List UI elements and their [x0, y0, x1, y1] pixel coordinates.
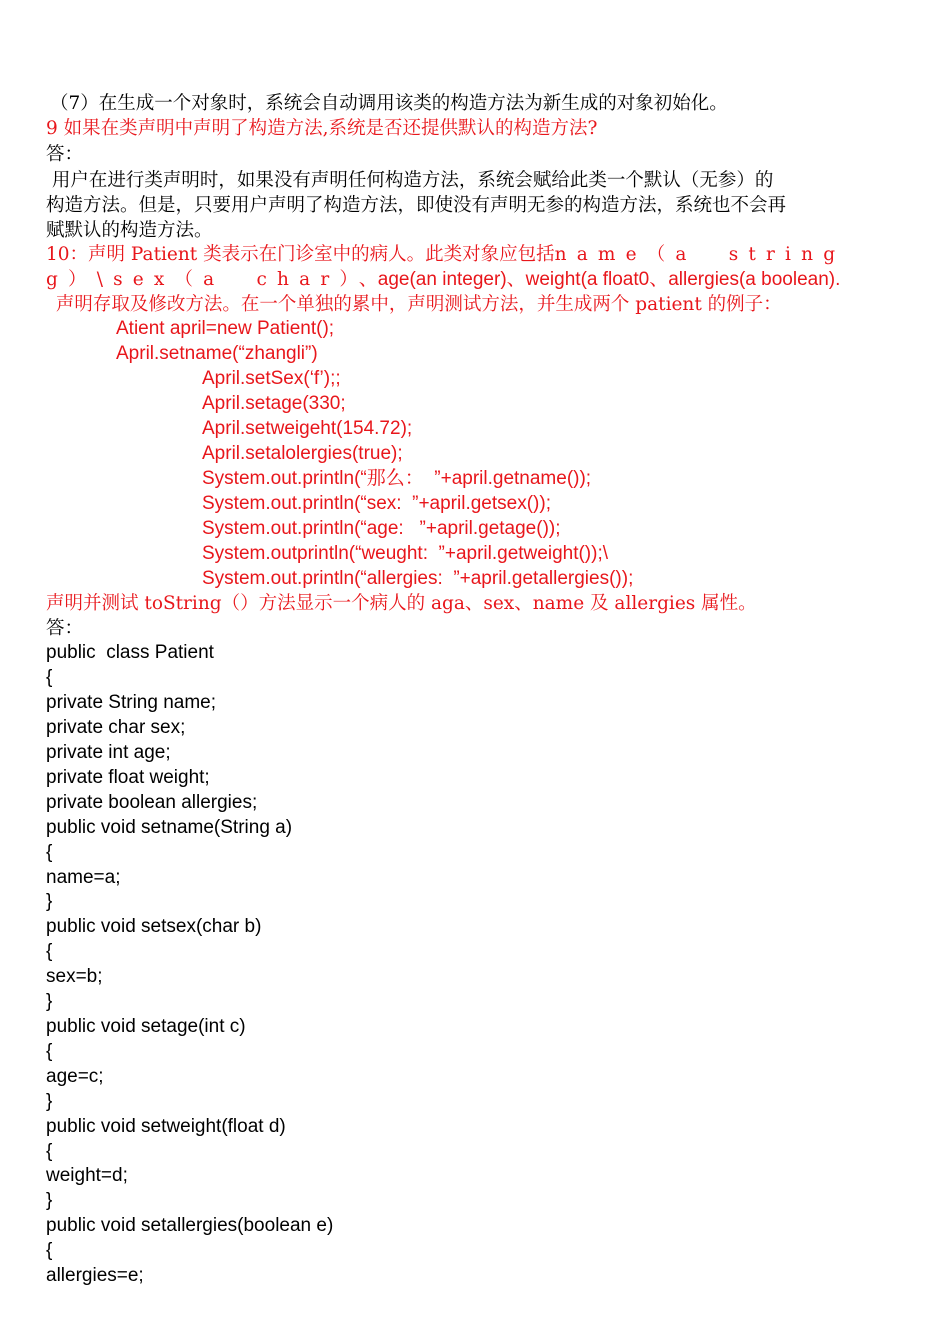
- code-line: }: [46, 991, 53, 1012]
- q10-question-line-1: [46, 242, 845, 267]
- q10-question-line-3: 声明存取及修改方法。在一个单独的累中，声明测试方法，并生成两个 patient 的例子：: [50, 294, 782, 315]
- code-line: age=c;: [46, 1066, 104, 1087]
- code-line: public class Patient: [46, 642, 214, 663]
- code-line: {: [46, 1041, 53, 1062]
- q10-question-line-2: [46, 267, 840, 292]
- code-line: private boolean allergies;: [46, 792, 258, 813]
- code-line: private int age;: [46, 742, 171, 763]
- intro-line: （7）在生成一个对象时，系统会自动调用该类的构造方法为新生成的对象初始化。: [50, 93, 728, 114]
- code-line: }: [46, 1190, 53, 1211]
- code-line: sex=b;: [46, 966, 103, 987]
- example-code-line: April.setname(“zhangli”): [116, 343, 318, 364]
- code-line: public void setname(String a): [46, 817, 293, 838]
- q9-answer-line: 用户在进行类声明时，如果没有声明任何构造方法，系统会赋给此类一个默认（无参）的: [46, 170, 774, 191]
- q9-question: 9 如果在类声明中声明了构造方法,系统是否还提供默认的构造方法?: [46, 118, 598, 139]
- code-line: {: [46, 842, 53, 863]
- example-code-line: System.outprintln(“weught: ”+april.getweight());\: [202, 543, 609, 564]
- example-code-line: System.out.println(“那么： ”+april.getname());: [202, 468, 592, 489]
- code-line: public void setsex(char b): [46, 916, 262, 937]
- q10-question-spaced: name（a string: [554, 244, 846, 265]
- q10-question-rest: 、age(an integer)、weight(a float0、allergies(a boolean).: [358, 269, 841, 290]
- code-line: public void setallergies(boolean e): [46, 1215, 334, 1236]
- code-line: public void setweight(float d): [46, 1116, 286, 1137]
- code-line: weight=d;: [46, 1165, 128, 1186]
- example-code-line: April.setalolergies(true);: [202, 443, 403, 464]
- q10-answer-label: 答：: [46, 618, 84, 639]
- q10-question-spaced: g）\sex（a char）: [46, 269, 359, 290]
- example-code-line: April.setweigeht(154.72);: [202, 418, 413, 439]
- code-line: private float weight;: [46, 767, 210, 788]
- example-code-line: April.setage(330;: [202, 393, 346, 414]
- tostring-question: 声明并测试 toString（）方法显示一个病人的 aga、sex、name 及 allergies 属性。: [46, 593, 757, 614]
- code-line: {: [46, 1141, 53, 1162]
- example-code-line: System.out.println(“allergies: ”+april.getallergies());: [202, 568, 634, 589]
- code-line: }: [46, 1091, 53, 1112]
- code-line: }: [46, 891, 53, 912]
- example-code-line: System.out.println(“age: ”+april.getage());: [202, 518, 561, 539]
- q9-answer-label: 答：: [46, 144, 84, 165]
- code-line: {: [46, 667, 53, 688]
- q9-answer-line: 赋默认的构造方法。: [46, 220, 213, 241]
- code-line: allergies=e;: [46, 1265, 144, 1286]
- code-line: public void setage(int c): [46, 1016, 246, 1037]
- code-line: private char sex;: [46, 717, 186, 738]
- q9-answer-line: 构造方法。但是，只要用户声明了构造方法，即使没有声明无参的构造方法，系统也不会再: [46, 195, 787, 216]
- example-code-line: System.out.println(“sex: ”+april.getsex());: [202, 493, 551, 514]
- code-line: {: [46, 941, 53, 962]
- code-line: private String name;: [46, 692, 217, 713]
- code-line: {: [46, 1240, 53, 1261]
- code-line: name=a;: [46, 867, 121, 888]
- example-code-line: April.setSex(‘f’);;: [202, 368, 341, 389]
- example-code-line: Atient april=new Patient();: [116, 318, 335, 339]
- q10-question-prefix: 10：声明 Patient 类表示在门诊室中的病人。此类对象应包括: [46, 244, 555, 265]
